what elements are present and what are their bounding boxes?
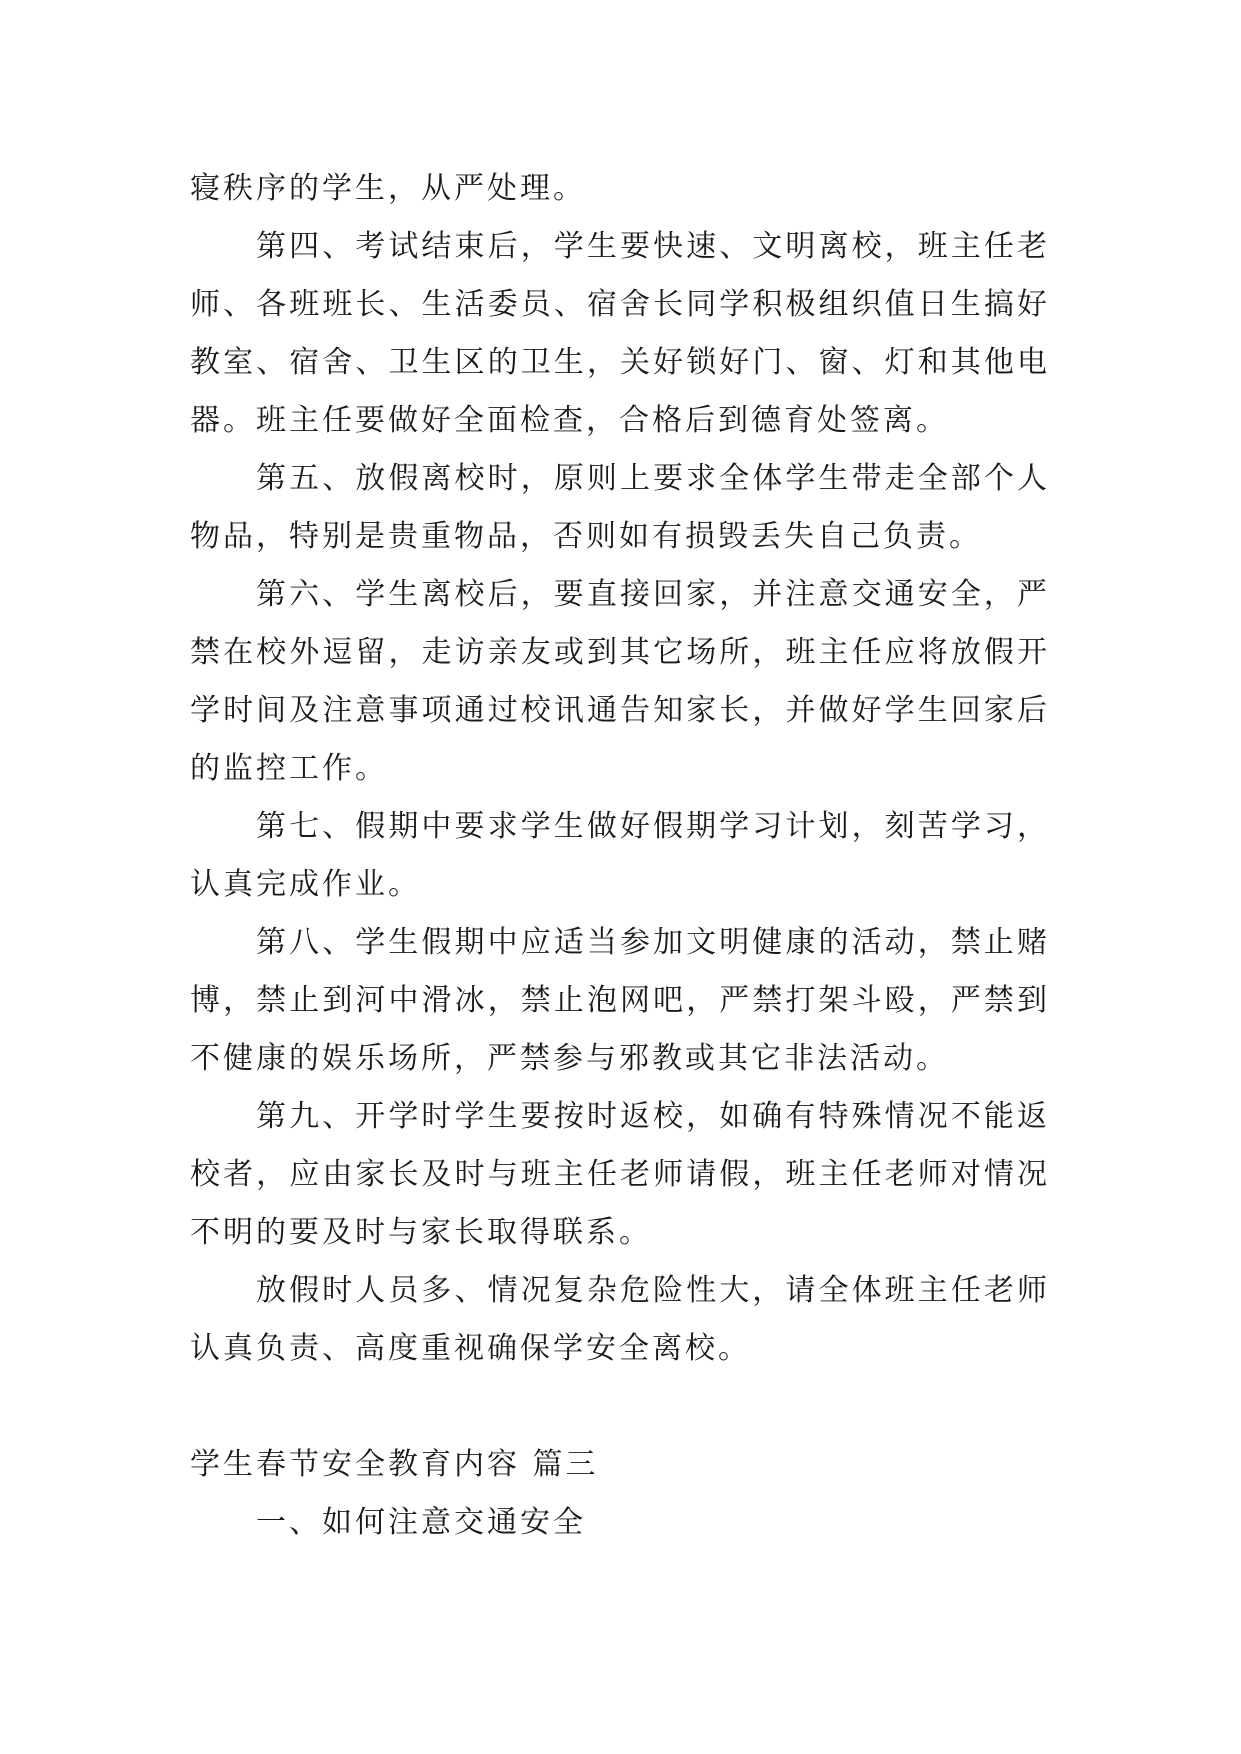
paragraph-item-4: 第四、考试结束后，学生要快速、文明离校，班主任老师、各班班长、生活委员、宿舍长同学积极组织值日生搞好教室、宿舍、卫生区的卫生，关好锁好门、窗、灯和其他电器。班主任要做好全面检查，合格后到德育处签离。 xyxy=(190,229,1050,438)
paragraph-continuation: 寝秩序的学生，从严处理。 xyxy=(190,171,586,206)
paragraph-closing: 放假时人员多、情况复杂危险性大，请全体班主任老师认真负责、高度重视确保学安全离校。 xyxy=(190,1273,1050,1366)
section-title: 学生春节安全教育内容 篇三 xyxy=(190,1447,599,1482)
sub-heading: 一、如何注意交通安全 xyxy=(256,1505,586,1540)
paragraph-item-5: 第五、放假离校时，原则上要求全体学生带走全部个人物品，特别是贵重物品，否则如有损毁丢失自己负责。 xyxy=(190,461,1050,554)
paragraph-item-8: 第八、学生假期中应适当参加文明健康的活动，禁止赌博，禁止到河中滑冰，禁止泡网吧，严禁打架斗殴，严禁到不健康的娱乐场所，严禁参与邪教或其它非法活动。 xyxy=(190,925,1050,1076)
paragraph-item-6: 第六、学生离校后，要直接回家，并注意交通安全，严禁在校外逗留，走访亲友或到其它场所，班主任应将放假开学时间及注意事项通过校讯通告知家长，并做好学生回家后的监控工作。 xyxy=(190,577,1050,786)
document-body xyxy=(190,160,1050,1552)
paragraph-item-7: 第七、假期中要求学生做好假期学习计划，刻苦学习，认真完成作业。 xyxy=(190,809,1050,902)
paragraph-item-9: 第九、开学时学生要按时返校，如确有特殊情况不能返校者，应由家长及时与班主任老师请假，班主任老师对情况不明的要及时与家长取得联系。 xyxy=(190,1099,1050,1250)
